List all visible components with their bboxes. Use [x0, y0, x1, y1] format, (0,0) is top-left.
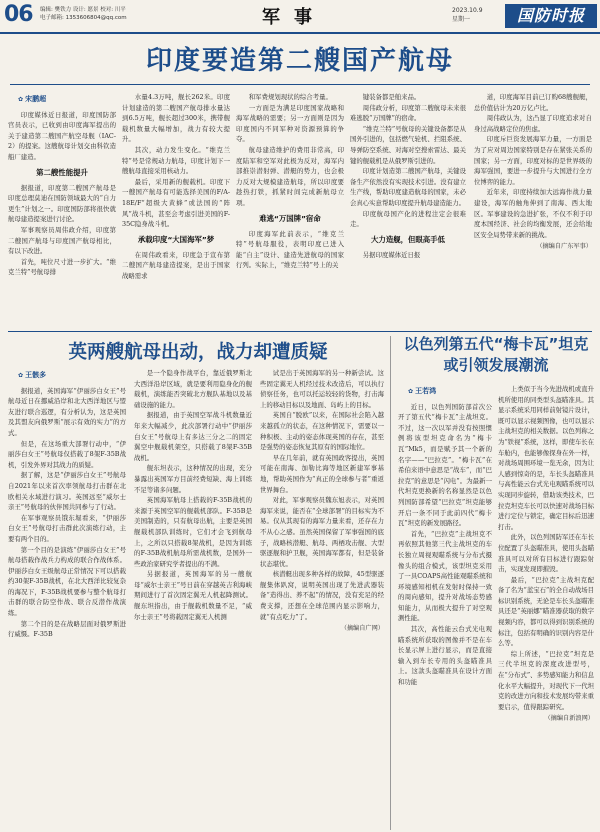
vertical-divider [390, 336, 391, 830]
paragraph: 据了解，这是“伊丽莎白女王”号航母自2021年以来首次率领航母打击群在北欧相关水域进行演习。英国远至“威尔士亲王”号航母的伙伴国共同参与了行动。 [8, 471, 126, 512]
story1-headline: 印度要造第二艘国产航母 [145, 46, 454, 76]
subheading: 第二艘性能提升 [36, 167, 88, 177]
story3-author: ✿ 王若鸿 [408, 386, 492, 398]
story2-column-1 [8, 368, 126, 830]
paragraph: 核潜艇出现多种各样的故障，45型驱逐舰集体趴窝，说明英国出现了先进武器装备“造得出、养不起”的情况，没有充足的经费支撑，还想在全球范围内显示影响力，就“有点吃力”了。 [260, 570, 384, 621]
paragraph: 周伟政认为，这凸显了印度追求对自身过高战略定位的焦虑。 [474, 114, 592, 133]
paragraph: 航母建造维护的费用非常高，印度陆军和空军对此极为反对，海军内部推崇潜射弹、潜艇的势力，也会极力反对大规模建造航母，所以印度要趁热打铁，抓紧时间完成新航母立项。 [236, 145, 344, 207]
date-text: 2023.10.9 [452, 7, 483, 14]
paragraph: 试是出于英国海军的另一种新尝试。这些固定翼无人机经过技术改造后，可以执行侦察任务，也可以托运较轻的货物，打击海上的移动目标以及地面、岛屿上的目标。 [260, 369, 384, 409]
paragraph: 印度海军此前表示，“维克兰特”号航母服役，表明印度已进入能“自主”设计、建造先进航母的国家行列。实际上，“维克兰特”号上的关 [236, 229, 344, 270]
story3-column-1 [398, 384, 492, 830]
paragraph: 另据印度媒体近日报 [362, 250, 421, 259]
paragraph: 另据报道，英国海军的另一艘航母“威尔士亲王”号日前在穿越英吉利海峡期间进行了首次固定翼无人机起降测试。舰东坦指出，由于舰载机数量不足，“威尔士亲王”号将载固定翼无人机测 [134, 570, 252, 621]
paragraph: 舰东坦表示，这种情况的出现，充分暴露出英国军方目前经费短缺、海上训练不足等诸多问题。 [134, 464, 252, 494]
paragraph: 据报道，由于英国空军战斗机数量近年来大幅减少，此次部署行动中“伊丽莎白女王”号航母上有多达三分之二的固定翼空中舰载机架空，只搭载了8架F-35B战机。 [134, 411, 252, 462]
editor-line: 编辑: 樊铁力 设计: 愿景 校对: 川平 [40, 7, 126, 13]
paragraph: 近年来，印度持续加大远海作战力量建设，海军的触角伸到了南海、西太地区。军事建设的急进扩张，不仅不利于印度本国经济、社会的均衡发展，还会给地区安全局势带来新的挑战。 [474, 188, 592, 239]
paragraph: 最后，采用新的舰载机。印度下一艘国产航母有可能选择美国的F/A-18E/F“超级大黄蜂”或法国的“阵风”战斗机，甚至会考虑引进美国的F-35C隐身战斗机。 [122, 177, 230, 229]
paragraph: 在周伟政看来，印度急于宣布第二艘国产航母建造提案，是出于国家战略需求 [122, 250, 230, 280]
editor-email: 电子邮箱: 1353606804@qq.com [40, 15, 127, 21]
paragraph: 印度航母国产化的进程注定会很难走。 [350, 209, 466, 229]
paragraph: “维克兰特”号航母的关键设备都是从国外引进的，包括燃气轮机、拦阻系统、导弹防空系统、对海对空搜索雷达、最关键的舰载机是从俄罗斯引进的。 [350, 124, 466, 165]
paragraph: 首先，吨位尺寸进一步扩大。“维克兰特”号航母排 [8, 257, 116, 277]
headline-divider [10, 84, 590, 85]
subheading: 承载印度“大国海军”梦 [137, 234, 215, 244]
paragraph: 综上所述，“巴拉克”坦克是三代半坦克的深度改进型号，在“分布式”、多势感知能力和信息化水平大幅提升，对现代下一代坦克的改进方向和技术发展均带来重要启示，值得跟踪研究。 [498, 649, 594, 711]
story2-headline: 英两艘航母出动，战力却遭质疑 [68, 342, 328, 363]
paragraph: 一方面是为满足印度国家战略和海军战略的需要；另一方面则是因为印度国内不同军种对资源预算的争夺。 [236, 103, 344, 144]
subheading: 难逃“万国牌”宿命 [259, 213, 321, 223]
source-credit: （摘编自新浪网） [544, 715, 594, 723]
paragraph: 道，印度海军目前已订购68艘舰艇，总价值估计为20万亿卢比。 [474, 93, 592, 112]
paragraph: 据报道，印度第二艘国产航母是印度总理莫迪在国防领域最大的“自力更生”计划之一。印度国防部将很快就航母建造提案进行讨论。 [8, 183, 116, 224]
paragraph: 英国自“脱欧”以来，在国际社会陷入越来越孤立的状态，在这种情况下，需要以一种积极、主动的姿态体现英国的存在，甚至是强势的姿态恢复其原有的国际地位。 [260, 411, 384, 452]
weekday-text: 星期一 [452, 16, 471, 23]
story2-author: ✿ 王骸多 [18, 370, 126, 382]
source-credit: （摘编自广东军事） [536, 243, 592, 251]
paragraph: 印度媒体近日报道，印度国防部官员表示，已收到由印度海军提出的关于建造第二艘国产航空母舰（IAC-2）的提案。这艘航母计划交由科钦造船厂建造。 [8, 110, 116, 161]
masthead [0, 0, 600, 34]
paragraph: 近日，以色列国防部首次公开了第五代“梅卡瓦”主战坦克。不过，这一次以军并没有按照惯例将该型坦克命名为“梅卡瓦”Mk5，而是赋予其一个新的名字——“巴拉克”。“梅卡瓦”在希伯来语中意思是“战车”，而“巴拉克”的意思是“闪电”。为最新一代坦克更换新的名称显然是以色列国防部希望“巴拉克”坦克能够开启一条不同于此前四代“梅卡瓦”坦克的新发展路径。 [398, 402, 492, 528]
story2-column-2 [134, 368, 252, 830]
paragraph: 据报道，英国海军“伊丽莎白女王”号航母近日在挪威沿岸和北大西洋地区与盟友进行联合巡逻，有分析认为，这是英国及其盟友向俄罗斯“展示有效的实力”的方式。 [8, 386, 126, 437]
story1-author: ✿ 宋鹏超 [18, 94, 116, 106]
paragraph: 水量4.3万吨，舰长262米。印度计划建造的第二艘国产航母排水量达到6.5万吨，舰长超过300米，携带舰载机数量大幅增加，战力有较大提升。 [122, 93, 230, 144]
story2-column-3 [260, 368, 384, 830]
section-title: 军事 [262, 7, 326, 28]
editor-credits [40, 6, 127, 22]
newspaper-logo: 国防时报 [505, 4, 597, 28]
paragraph: 军事观察员周伟政介绍，印度第二艘国产航母与印度国产航母相比，有以下改进。 [8, 225, 116, 256]
issue-date [452, 6, 483, 24]
paragraph: 第一个目的是演练“伊丽莎白女王”号航母搭载作战兵力构成的联合作战体系。伊丽莎白女王级航母正常情况下可以搭载约30架F-35B战机，在北大西洋比较复杂的海况下，F-35B战机要参与整个航母打击群的联合防空作战、联合反潜作战演练。 [8, 545, 126, 618]
paragraph: 第二个目的是在战略层面对俄罗斯进行威慑。F-35B [8, 619, 126, 639]
paragraph: 其次，高性能云台式光电观瞄系统所获取的图像并不是在车长显示屏上进行显示，而是直接输入到车长专用的头盔瞄准具上。这款头盔瞄准具在设计方面和功能 [398, 625, 492, 687]
paragraph: 印度计划造第二艘国产航母，关键设备生产依然没有实现技术引进。没有建立生产线，帮助印度建造航母的国家，未必会真心实意帮助印度提升航母建造能力。 [350, 167, 466, 207]
paragraph: 在军事观察员饿东堀看来，“伊丽莎白女王”号航母打击群此次演练行动，主要有两个目的。 [8, 513, 126, 543]
subheading: 大力造舰，但眼高手低 [371, 234, 445, 244]
story3-column-2 [498, 384, 594, 830]
source-credit: （摘编自广网） [340, 625, 384, 633]
story3-headline: 以色列第五代“梅卡瓦”坦克或引领发展潮流 [403, 335, 589, 374]
paragraph: 早在几年前，就有英国政客提出，英国可能在南海、加勒比海等地区新建军事基地，帮助英国作为“真正的全球参与者”重返世界舞台。 [260, 453, 384, 494]
story1-column-4 [350, 92, 466, 328]
paragraph: 上类似于当今先进战机或直升机所使用的同类型头盔瞄准具。其显示系统采用同样前射镜片设计，既可以显示视频图像，也可以显示主战坦克的相关数据。以色列称之为“铁视”系统，这样，即使车长在车舱内，也能够像探身在外一样，对战场周围环境一览无余，因为让人感到惊奇的是，车长头盔瞄准具与高性能云台式光电观瞄系统可以实现同步旋转，借助该类技术，巴拉克坦克车长可以快速对战场目标进行定位与锁定，确定目标后迅速打击。 [498, 385, 594, 531]
paragraph: 其次，动力发生变化。“维克兰特”号是常规动力航母，印度计划下一艘航母直接采用核动力。 [122, 145, 230, 176]
paragraph: 是一个隐身作战平台，靠近俄罗斯北大西洋沿岸区域，就是要利用隐身化的舰载机，演练能否突破北方舰队基地以及基础设施的能力。 [134, 369, 252, 409]
section-divider [8, 331, 592, 332]
page-number: 06 [4, 2, 33, 27]
paragraph: 键装备都是舶来品。 [362, 93, 421, 101]
paragraph: 此外，以色列国防军还在车长位配置了头盔瞄准具，使用头盔瞄准具可以对所有目标进行跟踪射击，实现发现即摧毁。 [498, 533, 594, 574]
paragraph: 但是，在这场重大部署行动中，“伊丽莎白女王”号航母仅搭载了8架F-35B战机，引发外界对其战力的质疑。 [8, 439, 126, 469]
story1-column-1 [8, 92, 116, 328]
paragraph: 周伟政分析，印度第二艘航母未来很难逃脱“万国牌”的宿命。 [350, 103, 466, 123]
paragraph: 和军费规划现状的综合考量。 [248, 93, 332, 101]
paragraph: 对此，军事观察员魏东旭表示，对英国海军来说，能否在“全球部署”的目标实为不易。仅从其现有的海军力量来看，还存在力不从心之感。虽然英国保留了军事强国的底子，战略核潜艇、航母、两栖攻击舰、大型驱逐舰和护卫舰，英国海军都有，但是装备状态堪忧。 [260, 496, 384, 568]
story1-column-5 [474, 92, 592, 328]
story1-column-3 [236, 92, 344, 328]
story1-column-2 [122, 92, 230, 328]
paragraph: 最后，“巴拉克”主战坦克配备了名为“蓝宝石”的全自动战场目标识别系统，无论是车长头盔瞄准具还是“英丽娜”瞄准器获取的数字视频内容，都可以得到识别系统的标注，包括有明确的识别内容是什么等。 [498, 575, 594, 648]
paragraph: 首先，“巴拉克”主战坦克不再依照其他第三代主战坦克的车长独立周视观瞄系统与分布式摄像头的组合模式，该型坦克采用了一具COAPS高性能观瞄系统和环境感知相机在发射时保持一致的周向感知，提升对战场态势感知能力，从而极大提升了对空观测性能。 [398, 529, 492, 623]
paragraph: 印度斥巨资发展海军力量，一方面是为了应对周边国家特别是存在紧张关系的国家；另一方面，印度对标的是世界级的海军强国，要进一步提升与大国进行全方位博弈的能力。 [474, 135, 592, 186]
paragraph: 英国海军航母上搭载的F-35B战机的来源于英国空军的舰载机部队。F-35B是美国制造的，只有航母出航，主要是英国舰载机部队训练时，它们才会飞到航母上，之所以只搭载8架战机，是因为训练的F-35B战机航母所需战机数，是国外一些政治家研究学者提出的不满。 [134, 496, 252, 568]
